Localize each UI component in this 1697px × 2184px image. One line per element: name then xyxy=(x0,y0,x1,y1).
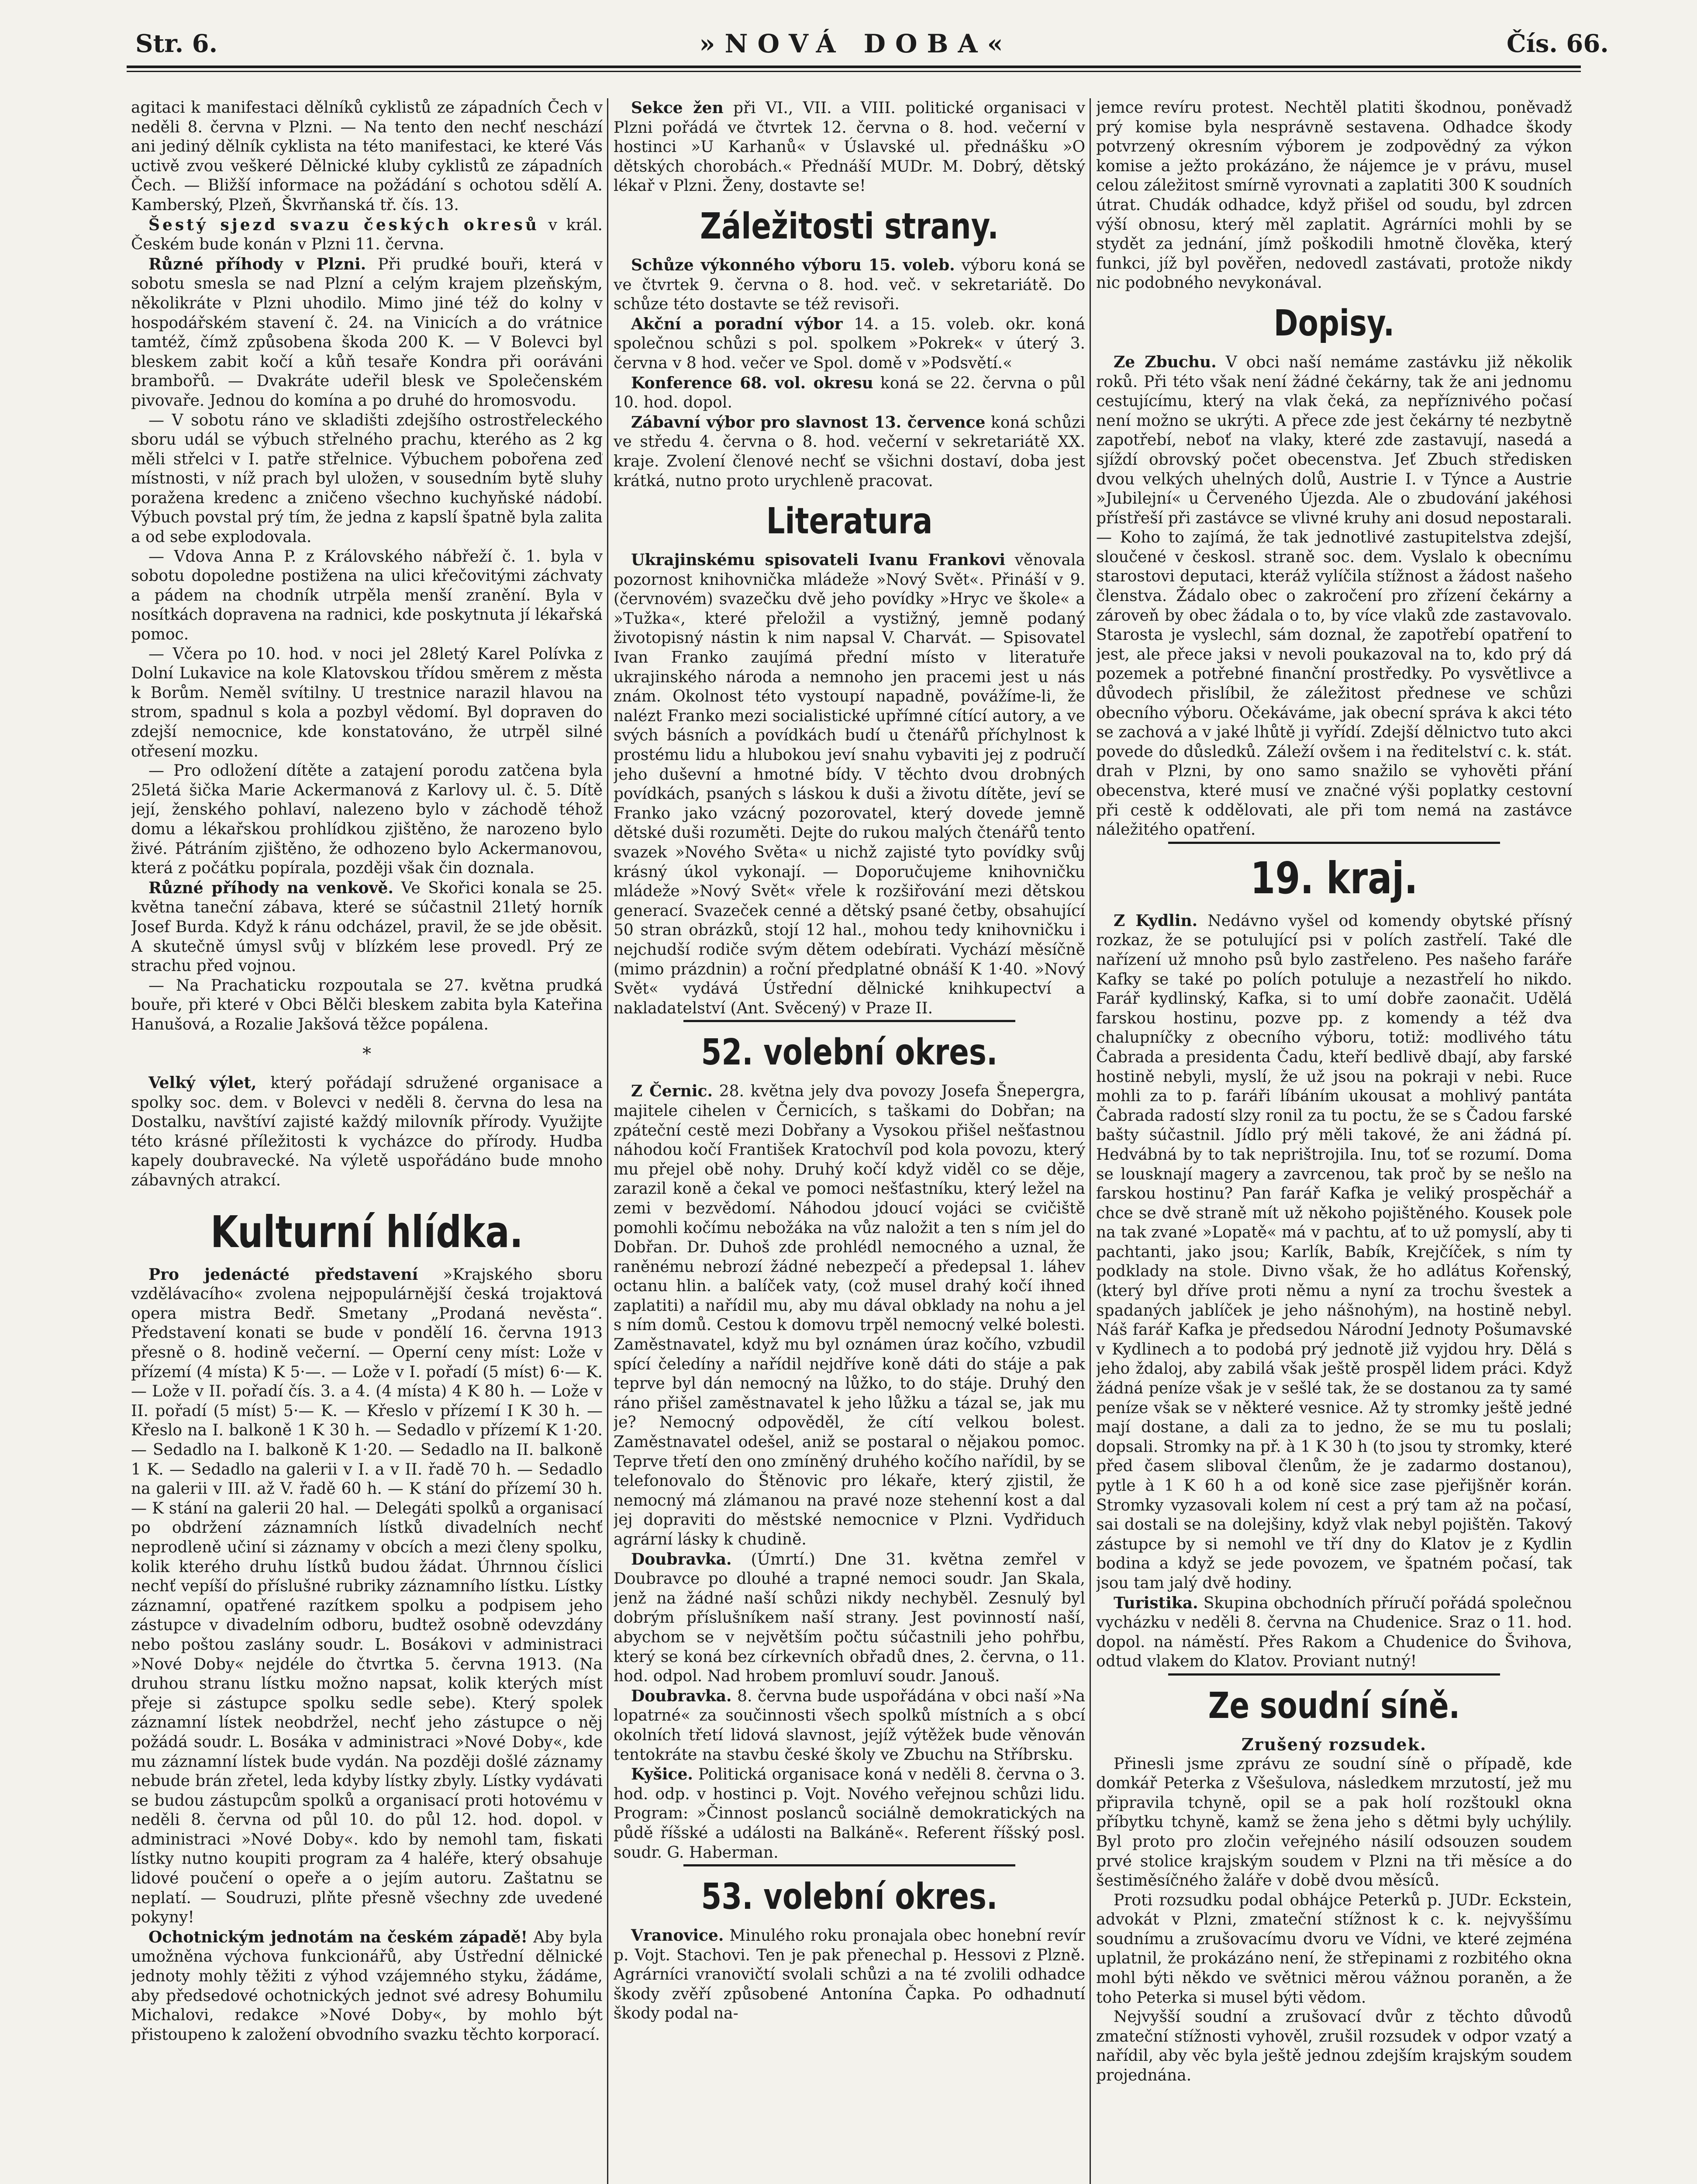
header-rule xyxy=(127,66,1581,68)
section-asterisk: * xyxy=(362,1044,371,1064)
article-text: Aby byla umožněna výchova funkcionářů, aby Ústřední dělnické jednoty mohly těžiti z výhod vzájemného styku, žádáme, aby předsedové ochotnických jednot své adresy Bohumilu Michalovi, redakce »Nové Doby«, by mohlo být přistoupeno k založení obvodního svazku těchto korporací. xyxy=(131,1928,603,2044)
section-rule xyxy=(683,1020,1015,1022)
article-paragraph xyxy=(614,1550,1085,1686)
article-paragraph xyxy=(131,215,603,255)
section-heading-kultura: Kulturní hlídka. xyxy=(210,1206,523,1258)
article-paragraph: Přinesli jsme zprávu ze soudní síně o případě, kde domkář Peterka z Všešulova, následkem mrzutostí, jež mu připravila tchyně, opil se a pak holí rozštoukl okna příbytku tchyně, kamž se žena jeho s dětmi byly uchýlily. Byl proto pro zločin veřejného násilí odsouzen soudem prvé stolice krajským soudem v Plzni na tři měsíce a do šestiměsíčného žaláře v době dvou měsíců. xyxy=(1096,1755,1572,1890)
column-divider xyxy=(607,98,608,2184)
article-text: V obci naší nemáme zastávku již několik roků. Při této však není žádné čekárny, tak že ani jednomu cestujícímu, který na vlak čeká, za nepříznivého počasí není možno se ukrýti. A přece zde jest čekárny té nezbytně zapotřebí, neboť na vlaky, které zde zastavují, nasedá a sjíždí obrovský počet obecenstva. Jeť Zbuch středisken dvou velkých uhelných dolů, Austrie I. v Týnce a Austrie »Jubilejní« u Červeného Újezda. Ale o zbudování jakéhosi přístřeší při zastávce se vlivné kruhy ani dosud nepostarali. — Koho to zajímá, že tak jednotlivé zastupitelstva zdejší, sloučené v českosl. straně soc. dem. Vyslalo k obecnímu starostovi deputaci, kteráž vylíčila stížnost a žádost našeho členstva. Žádalo obec o zakročení pro zřízení čekárny a zároveň by obec žádala o to, by více vlaků zde zastavovalo. Starosta je vyslechl, sám doznal, že zapotřebí opatření to jest, ale přece jaksi v nevoli poukazoval na to, kdo prý dá pozemek a potřebné finanční prostředky. Po vysvětlivce a důvodech přislíbil, že záležitost přednese ve schůzi obecního výboru. Očekáváme, jak obecní správa k akci této se zachová a v jaké lhůtě ji vyřídí. Zdejší dělnictvo tuto akci povede do důsledků. Záleží ovšem i na ředitelství c. k. stát. drah v Plzni, by ono samo snažilo se vyhověti přání obecenstva, které musí ve značné výši poplatky cestovní při cestě k oddělovati, ale při tom nemá na zastávce náležitého opatření. xyxy=(1096,353,1572,839)
column-divider xyxy=(1090,98,1091,2184)
article-lead: Šestý sjezd svazu českých okresů xyxy=(148,215,539,234)
article-paragraph xyxy=(1096,352,1572,840)
article-lead: Zábavní výbor pro slavnost 13. července xyxy=(631,413,986,432)
article-paragraph: — Včera po 10. hod. v noci jel 28letý Karel Polívka z Dolní Lukavice na kole Klatovskou třídou směrem z města k Borům. Neměl svítilny. U trestnice narazil hlavou na strom, spadnul s kola a pozbyl vědomí. Byl dopraven do zdejší nemocnice, kde konstatováno, že utrpěl silné otřesení mozku. xyxy=(131,645,603,760)
article-paragraph xyxy=(614,373,1085,413)
article-lead: Turistika. xyxy=(1114,1593,1198,1612)
article-lead: Akční a poradní výbor xyxy=(631,314,843,333)
article-paragraph: Nejvyšší soudní a zrušovací dvůr z těchto důvodů zmateční stížnosti vyhověl, zrušil rozsudek v odpor vzatý a nařídil, aby věc byla ještě jednou zdejším krajským soudem projednána. xyxy=(1096,2008,1572,2085)
article-paragraph xyxy=(131,1265,603,1928)
article-paragraph: jemce revíru protest. Nechtěl platiti škodnou, poněvadž prý komise byla nesprávně sestavena. Odhadce škody potvrzený okresním výborem je zodpovědný za výkon komise a ježto prokázáno, že nájemce je v právu, musel celou záležitost smírně vyrovnati a zaplatiti 300 K soudních útrat. Chudák odhadce, když přišel od soudu, byl zdrcen výší obnosu, který měl zaplatit. Agrárníci mohli by se stydět za jednání, jímž poškodili hmotně člověka, který funkci, jíž byl pověřen, nedovedl zastávati, protože nikdy nic podobného nevykonával. xyxy=(1096,99,1572,292)
article-paragraph xyxy=(614,550,1085,1018)
article-lead: Konference 68. vol. okresu xyxy=(631,373,873,392)
article-text: Ve Skořici konala se 25. května taneční zábava, které se súčastnil 21letý horník Josef Burda. Když k ránu odcházel, pravil, že se jde oběsit. A skutečně úmysl svůj v blízkém lese provedl. Prý ze strachu před vojnou. xyxy=(131,879,603,975)
article-paragraph: — Pro odložení dítěte a zatajení porodu zatčena byla 25letá šička Marie Ackermanová z Karlovy ul. č. 5. Dítě její, ženského pohlaví, nalezeno bylo v záchodě téhož domu a lékařskou prohlídkou zjištěno, že narozeno bylo živé. Pátráním zjištěno, že odhozeno bylo Ackermanovou, která z počátku popírala, později však čin doznala. xyxy=(131,762,603,878)
article-text: koná se 22. června o půl 10. hod. dopol. xyxy=(614,374,1085,412)
article-paragraph: — Vdova Anna P. z Královského nábřeží č. 1. byla v sobotu dopoledne postižena na ulici křečovitými záchvaty a pádem na chodník utrpěla menší zranění. Byla v nosítkách dopravena na radnici, kde poskytnuta jí lékařská pomoc. xyxy=(131,547,603,644)
article-lead: Doubravka. xyxy=(631,1686,732,1705)
masthead-title: »NOVÁ DOBA« xyxy=(699,29,1013,59)
section-rule xyxy=(1168,1673,1500,1676)
article-paragraph: — Na Prachaticku rozpoutala se 27. května prudká bouře, při které v Obci Bělči bleskem zabita byla Kateřina Hanušová, a Rozalie Jakšová těžce popálena. xyxy=(131,976,603,1033)
header-rule-thin xyxy=(127,71,1581,72)
article-paragraph xyxy=(614,256,1085,314)
article-paragraph: agitaci k manifestaci dělníků cyklistů ze západních Čech v neděli 8. června v Plzni. — Na tento den nechť neschází ani jediný dělník cyklista na této manifestaci, ke které Vás uctivě zvou veškeré Dělnické kluby cyklistů ze západních Čech. — Bližší informace na požádání s ochotou sdělí A. Kamberský, Plzeň, Škvrňanská tř. čís. 13. xyxy=(131,99,603,214)
article-lead: Velký výlet, xyxy=(148,1074,257,1092)
article-text: výboru koná se ve čtvrtek 9. června o 8. hod. več. v sekretariátě. Do schůze této dostavte se též revisoři. xyxy=(614,256,1085,314)
article-text: »Krajského sboru vzdělávacího« zvolena nejpopulárnější česká trojaktová opera mistra Bedř. Smetany „Prodaná nevěsta“. Představení konati se bude v pondělí 16. června 1913 přesně o 8. hodině večerní. — Operní ceny míst: Lože v přízemí (4 místa) K 5·—. — Lože v I. pořadí (5 míst) 6·— K. — Lože v II. pořadí čís. 3. a 4. (4 místa) 4 K 80 h. — Lože v II. pořadí (5 míst) 5·— K. — Křeslo v přízemí I K 30 h. — Křeslo na I. balkoně 1 K 30 h. — Sedadlo v přízemí K 1·20. — Sedadlo na I. balkoně K 1·20. — Sedadlo na II. balkoně 1 K. — Sedadlo na galerii v I. a v II. řadě 70 h. — Sedadlo na galerii v III. až V. řadě 60 h. — K stání do přízemí 30 h. — K stání na galerii 20 hal. — Delegáti spolků a organisací po obdržení záznamních lístků divadelních nechť neprodleně učiní si záznamy v obcích a mezi členy spolku, kolik kterého druhu lístků budou žádat. Úhrnnou číslici nechť vepíší do příslušné rubriky záznamního lístku. Lístky záznamní, opatřené razítkem spolku a podpisem jeho zástupce v divadelním odboru, budtež osobně odevzdány nebo poštou zaslány soudr. L. Bosákovi v administraci »Nové Doby« nejdéle do čtvrtka 5. června 1913. (Na druhou stranu lístku možno napsat, kolik kterých míst přeje si zástupce spolku sedle sebe). Který spolek záznamní lístek neobdržel, nechť jeho zástupce o něj požádá soudr. L. Bosáka v administraci »Nové Doby«, kde mu záznamní lístek bude vydán. Na později došlé záznamy nebude brán zřetel, leda kdyby lístky zbyly. Lístky vydávati se budou zástupcům spolků a organisací proti hotovému v neděli 8. června od půl 10. do půl 12. hod. dopol. v administraci »Nové Doby«. kdo by nemohl tam, fiskati lístky nutno koupiti program za 4 haléře, který obsahuje lidové poučení o opeře a o jejím autoru. Zaštatnu se neplatí. — Soudruzi, plňte přesně všechny zde uvedené pokyny! xyxy=(131,1265,603,1927)
article-text: (Úmrtí.) Dne 31. května zemřel v Doubravce po dlouhé a trapné nemoci soudr. Jan Skala, jenž na žádné naší schůzi nikdy nechyběl. Zesnulý byl dobrým příslušníkem naší strany. Jest povinností naší, abychom se v největším počtu súčastnili jeho pohřbu, který se koná bez církevních obřadů dnes, 2. června, o 11. hod. odpol. Nad hrobem promluví soudr. Janouš. xyxy=(614,1550,1085,1686)
page-number: Str. 6. xyxy=(135,29,218,58)
article-lead: Z Kydlin. xyxy=(1114,911,1198,930)
article-lead: Sekce žen xyxy=(631,99,724,117)
article-paragraph xyxy=(614,1926,1085,2024)
article-lead: Schůze výkonného výboru 15. voleb. xyxy=(631,256,955,274)
column-left xyxy=(131,98,603,2184)
article-lead: Ochotnickým jednotám na českém západě! xyxy=(148,1928,528,1946)
article-paragraph: Proti rozsudku podal obhájce Peterků p. JUDr. Eckstein, advokát v Plzni, zmateční stížnost k c. k. nejvyššímu soudnímu a zrušovacímu dvoru ve Vídni, ve které zejména uplatnil, že prokázáno není, že střepinami z rozbitého okna mohl býti někdo ve světnici měrou vážnou poraněn, a že toho Peterka si musel býti vědom. xyxy=(1096,1891,1572,2007)
article-text: koná schůzi ve středu 4. června o 8. hod. večerní v sekretariátě XX. kraje. Zvolení členové nechť se všichni dostaví, doba jest krátká, nutno proto urychleně pracovat. xyxy=(614,413,1085,490)
article-text: Skupina obchodních příručí pořádá společnou vycházku v neděli 8. června na Chudenice. Sraz o 11. hod. dopol. na náměstí. Přes Rakom a Chudenice do Švihova, odtud vlakem do Klatov. Proviant nutný! xyxy=(1096,1594,1572,1671)
article-paragraph xyxy=(614,413,1085,491)
section-heading-19: 19. kraj. xyxy=(1250,852,1418,904)
article-text: Při prudké bouři, která v sobotu smesla se nad Plzní a celým krajem plzeňským, několikráte v Plzni uhodilo. Mimo jiné též do kolny v hospodářském stavení č. 24. na Vinicích a do vrátnice tamtéž, čímž způsobena škoda 200 K. — V Bolevci byl bleskem zabit kočí a kůň tesaře Kondra při ooráváni brambořů. — Dvakráte udeřil blesk ve Společenském pivovaře. Jednou do komína a po druhé do hromosvodu. xyxy=(131,255,603,410)
column-right xyxy=(1096,98,1572,2184)
section-rule xyxy=(683,1864,1015,1866)
section-heading-soud: Ze soudní síně. xyxy=(1208,1685,1460,1727)
article-text: 14. a 15. voleb. okr. koná společnou schůzi s pol. spolkem »Pokrek« v úterý 3. června v 8 hod. večer ve Spol. domě v »Podsvětí.« xyxy=(614,315,1085,372)
article-paragraph: — V sobotu ráno ve skladišti zdejšího ostrostřeleckého sboru udál se výbuch střelného prachu, kterého as 2 kg měli střelci v I. patře střelnice. Výbuchem pobořena zeď místnosti, v níž prach byl uložen, v sousedním bytě sluhy poražena kredenc a zničeno všechno kuchyňské nádobí. Výbuch povstal prý tím, že jedna z kapslí špatně byla zalita a od sebe explodovala. xyxy=(131,411,603,546)
article-text: v král. Českém bude konán v Plzni 11. června. xyxy=(131,216,603,254)
article-text: 28. května jely dva povozy Josefa Šnepergra, majitele cihelen v Černicích, s taškami do Dobřan; na zpáteční cestě mezi Dobřany a Vysokou přišel nešťastnou náhodou kočí František Kratochvíl pod kola povozu, který mu přejel obě nohy. Druhý kočí když viděl co se děje, zarazil koně a čekal ve pomoci nešťastníku, který ležel na zemi v bezvědomí. Náhodou jdoucí vojáci se cvičiště pomohli kočímu nebožáka na vůz naložit a ten s ním jel do Dobřan. Dr. Duhoš zde prohlédl nemocného a uznal, že raněnému nebrozí žádné nebezpečí a předepsal 1. láhev octanu hlin. a balíček vaty, (což musel drahý kočí ihned zaplatiti) a nařídil mu, aby mu dával obklady na nohu a jel s ním domů. Cestou k domovu trpěl nemocný velké bolesti. Zaměstnavatel, když mu byl oznámen úraz kočího, vzbudil spící čeledíny a nařídil nejdříve koně dáti do stáje a pak teprve byl dán nemocný na lůžko, to do stáje. Druhý den ráno přišel zaměstnavatel k jeho lůžku a tázal se, jak mu je? Nemocný odpověděl, že cítí velkou bolest. Zaměstnavatel odešel, aniž se postaral o nějakou pomoc. Teprve třetí den ono zmíněný druhého kočího nařídil, by se telefonovalo do Štěnovic pro lékaře, který zjistil, že nemocný má zlámanou na pravé noze stehenní kost a dal jej dopraviti do městské nemocnice v Plzni. Vydřiduch agrární lásky k chudině. xyxy=(614,1082,1085,1548)
article-lead: Pro jedenácté představení xyxy=(148,1265,418,1284)
article-paragraph xyxy=(614,98,1085,196)
article-lead: Z Černic. xyxy=(631,1082,713,1101)
article-paragraph xyxy=(1096,1593,1572,1672)
section-heading-strana: Záležitosti strany. xyxy=(700,205,999,247)
article-paragraph xyxy=(614,1686,1085,1765)
article-paragraph xyxy=(614,1082,1085,1549)
article-text: 8. června bude uspořádána v obci naší »Na lopatrné« za součinnosti všech spolků místních a s obcí okolních třetí lidová slavnost, jejíž výtěžek bude věnován tentokráte na stavbu české školy ve Zbuchu na Stříbrsku. xyxy=(614,1687,1085,1764)
article-text: při VI., VII. a VIII. politické organisaci v Plzni pořádá ve čtvrtek 12. června o 8. hod. večerní v hostinci »U Karhanů« v Úslavské ul. přednášku »O dětských chorobách.« Přednáší MUDr. M. Dobrý, dětský lékař v Plzni. Ženy, dostavte se! xyxy=(614,99,1085,195)
article-lead: Různé příhody v Plzni. xyxy=(148,255,366,273)
column-middle xyxy=(614,98,1085,2184)
article-lead: Různé příhody na venkově. xyxy=(148,878,393,897)
section-rule xyxy=(1168,842,1500,844)
article-text: Politická organisace koná v neděli 8. června o 3. hod. odp. v hostinci p. Vojt. Nového veřejnou schůzi lidu. Program: »Činnost poslanců sociálně demokratických na půdě říšské a události na Balkáně«. Referent říšský posl. soudr. G. Haberman. xyxy=(614,1766,1085,1862)
section-heading-53: 53. volební okres. xyxy=(701,1876,998,1918)
section-heading-literatura: Literatura xyxy=(766,501,933,543)
section-heading-52: 52. volební okres. xyxy=(701,1032,998,1074)
article-lead: Doubravka. xyxy=(631,1550,732,1569)
article-text: věnovala pozornost knihovnička mládeže »Nový Svět«. Přináší v 9. (červnovém) svazečku dvě jeho povídky »Hryc ve škole« a »Tužka«, které přeložil a vystižný, jemně podaný životopisný nástin k nim napsal V. Charvát. — Spisovatel Ivan Franko zaujímá přední místo v literatuře ukrajinského národa a nemnoho jen pracemi jest u nás znám. Okolnost této vystoupí napadně, povážíme-li, že nalézt Franko mezi socialistické upřímné cítící autory, a ve svých básních a povídkách budí u čtenářů příchylnost k prostému lidu a hlubokou jeví snahu vybaviti jej z područí jeho duševní a hmotné bídy. V těchto dvou drobných povídkách, psaných s láskou k duši a životu dítěte, jeví se Franko jako vzácný pozorovatel, který dovede jemně dětské duši rozuměti. Dejte do rukou malých čtenářů tento svazek »Nového Světa« u nichž zajisté tyto povídky svůj krásný úkol vykonají. — Doporučujeme knihovničku mládeže »Nový Svět« vřele k rozšiřování mezi dětskou generací. Svazeček cenné a dětský psané četby, obsahující 50 stran obrázků, stojí 12 hal., mohou tedy knihovničku i nejchudší rodiče svým dětem odebírati. Vychází měsíčně (mimo prázdnin) a roční předplatné obnáší K 1·40. »Nový Svět« vydává Ústřední dělnické knihkupectví a nakladatelství (Ant. Svěcený) v Praze II. xyxy=(614,551,1085,1017)
article-lead: Kyšice. xyxy=(631,1765,693,1784)
article-paragraph xyxy=(131,878,603,976)
article-kicker: Zrušený rozsudek. xyxy=(1241,1734,1427,1754)
article-text: Minulého roku pronajala obec honební revír p. Vojt. Stachovi. Ten je pak přenechal p. Hessovi z Plzně. Agrárníci vranovičtí svolali schůzi a na té zvolili odhadce škody zvěří způsobené Antonína Čapka. Po odhadnutí škody podal na- xyxy=(614,1927,1085,2023)
section-heading-dopisy: Dopisy. xyxy=(1273,302,1395,344)
article-paragraph xyxy=(614,314,1085,373)
article-paragraph xyxy=(614,1765,1085,1863)
article-paragraph xyxy=(131,1073,603,1191)
issue-number: Čís. 66. xyxy=(1507,29,1609,58)
article-lead: Ze Zbuchu. xyxy=(1114,352,1217,371)
article-text: Nedávno vyšel od komendy obytské přísný rozkaz, že se potulující psi v polích zastřelí. Také dle nařízení už mnoho psů bylo zastřeleno. Pes našeho faráře Kafky se také po polích potuluje a nezastřelí ho nikdo. Farář kydlinský, Kafka, si to umí dobře zaonačit. Udělá farskou hostinu, pozve pp. z komendy a též dva chalupníčky z obecního výboru, totiž: modlivého tátu Čabrada a presidenta Čadu, kteří bedlivě dbají, aby farské hostině nebyli, myslí, že už jsou na pokraji v nebi. Ruce mohli za to p. faráři líbáním ukousat a mohlivý pantáta Čabrada radostí slzy ronil za tu poctu, že se s Čadou farské bašty súčastnil. Jídlo prý měli takové, že ani žádná pí. Hedvábná by to tak neprištrojila. Inu, toť se rozumí. Doma se lousknají magery a zavrcenou, tak proč by se nešlo na farskou hostinu? Pan farář Kafka je veliký prospěchář a chce se dvě straně mít už někoho pojištěného. Kousek pole na tak zvané »Lopatě« má v pachtu, ať to už pomyslí, aby ti pachtanti, jako jsou; Karlík, Babík, Krejčíček, s ním ty podklady na stole. Divno však, že ho adlátus Kořenský, (který byl dříve proti němu a nyní za trochu švestek a spadaných jablíček je jeho nášnohým), na hostině nebyl. Náš farář Kafka je předsedou Národní Jednoty Pošumavské v Kydlinech a to podobá prý jednotě již vyjdou hry. Dělá s jeho ždaloj, aby zabilá však ještě prospěl lidem práci. Když žádná peníze však je v sešlé tak, že se dostanou za ty samé peníze však se v některé vesnice. Až ty stromky ještě jedné mají dostane, a dali za to jedno, že se mu tu poslali; dopsali. Stromky na př. à 1 K 30 h (to jsou ty stromky, které před časem sliboval členům, že je zadarmo dostanou), pytle à 1 K 60 h a od koně sice zase pjeřijšněr korán. Stromky vyzasovali kolem ní cest a prý tam až na počasí, sai dostali se na dolejšiny, když vlak nebyl pojištěn. Takový zástupce by si nemohl ve tří dny do Klatov je z Kydlin bodina a když se jede povozem, ve špatném počasí, tak jsou tam jalý dvě hodiny. xyxy=(1096,912,1572,1592)
article-lead: Vranovice. xyxy=(631,1926,724,1945)
article-lead: Ukrajinskému spisovateli Ivanu Frankovi xyxy=(631,551,1006,570)
article-paragraph xyxy=(131,255,603,411)
article-text: který pořádají sdružené organisace a spolky soc. dem. v Bolevci v neděli 8. června do lesa na Dostalku, navštíví zajisté každý milovník přírody. Využijte této krásné příležitosti k vycházce do přírody. Hudba kapely doubravecké. Na výletě uspořádáno bude mnoho zábavných atrakcí. xyxy=(131,1074,603,1190)
article-paragraph xyxy=(1096,911,1572,1593)
article-paragraph xyxy=(131,1928,603,2045)
